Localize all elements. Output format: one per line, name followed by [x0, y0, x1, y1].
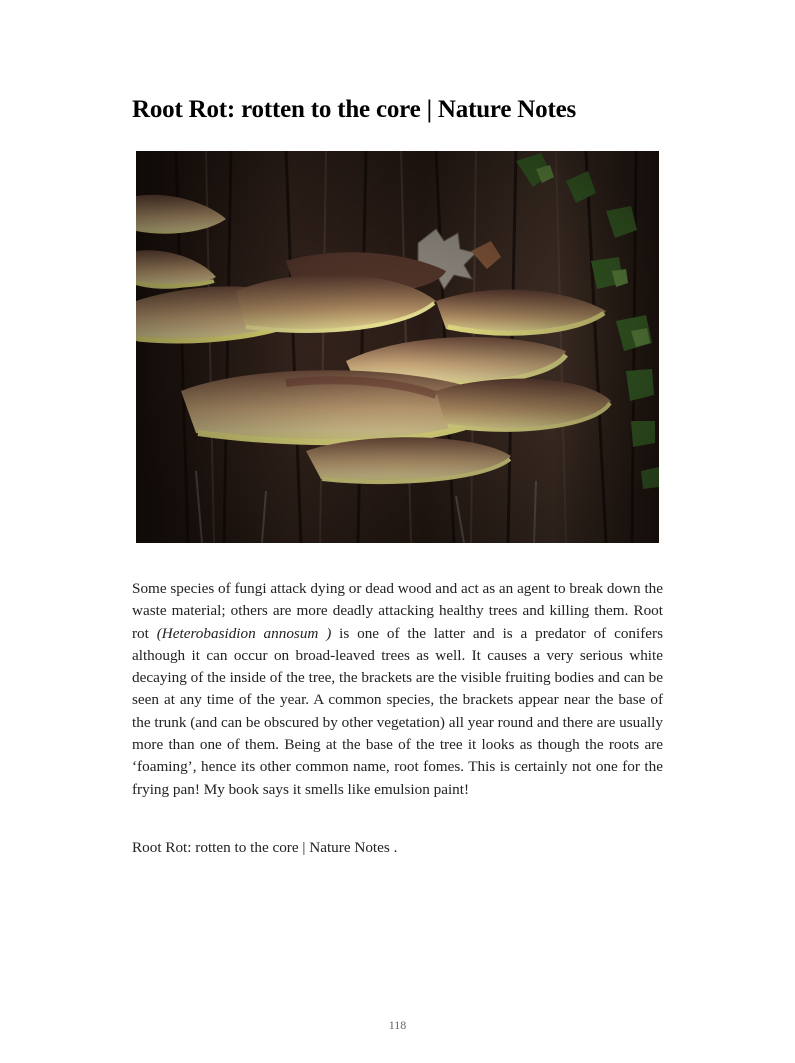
article-text-part2: is one of the latter and is a predator of conifers although it can occur on broad-leaved trees as well. It causes a very serious white decaying of the inside of the tree, the brackets are the visible fruiting bodies and can be seen at any time of the year. A common species, the brackets appear near the base of the trunk (and can be obscured by other vegetation) all year round and there are usually more than one of them. Being at the base of the tree it looks as though the roots are ‘foaming’, hence its other common name, root fomes. This is certainly not one for the frying pan! My book says it smells like emulsion paint! — [132, 624, 663, 798]
fungus-bracket-photo — [136, 151, 659, 543]
page-number: 118 — [388, 1018, 407, 1032]
article-paragraph — [132, 578, 663, 801]
latin-species-name: (Heterobasidion annosum ) — [156, 624, 332, 642]
page-title: Root Rot: rotten to the core | Nature Notes — [132, 96, 577, 123]
article-text-part1: Some species of fungi attack dying or dead wood and act as an agent to break down the waste material; others are more deadly attacking healthy trees and killing them. Root rot — [132, 580, 663, 642]
source-reference: Root Rot: rotten to the core | Nature Notes . — [132, 839, 398, 856]
